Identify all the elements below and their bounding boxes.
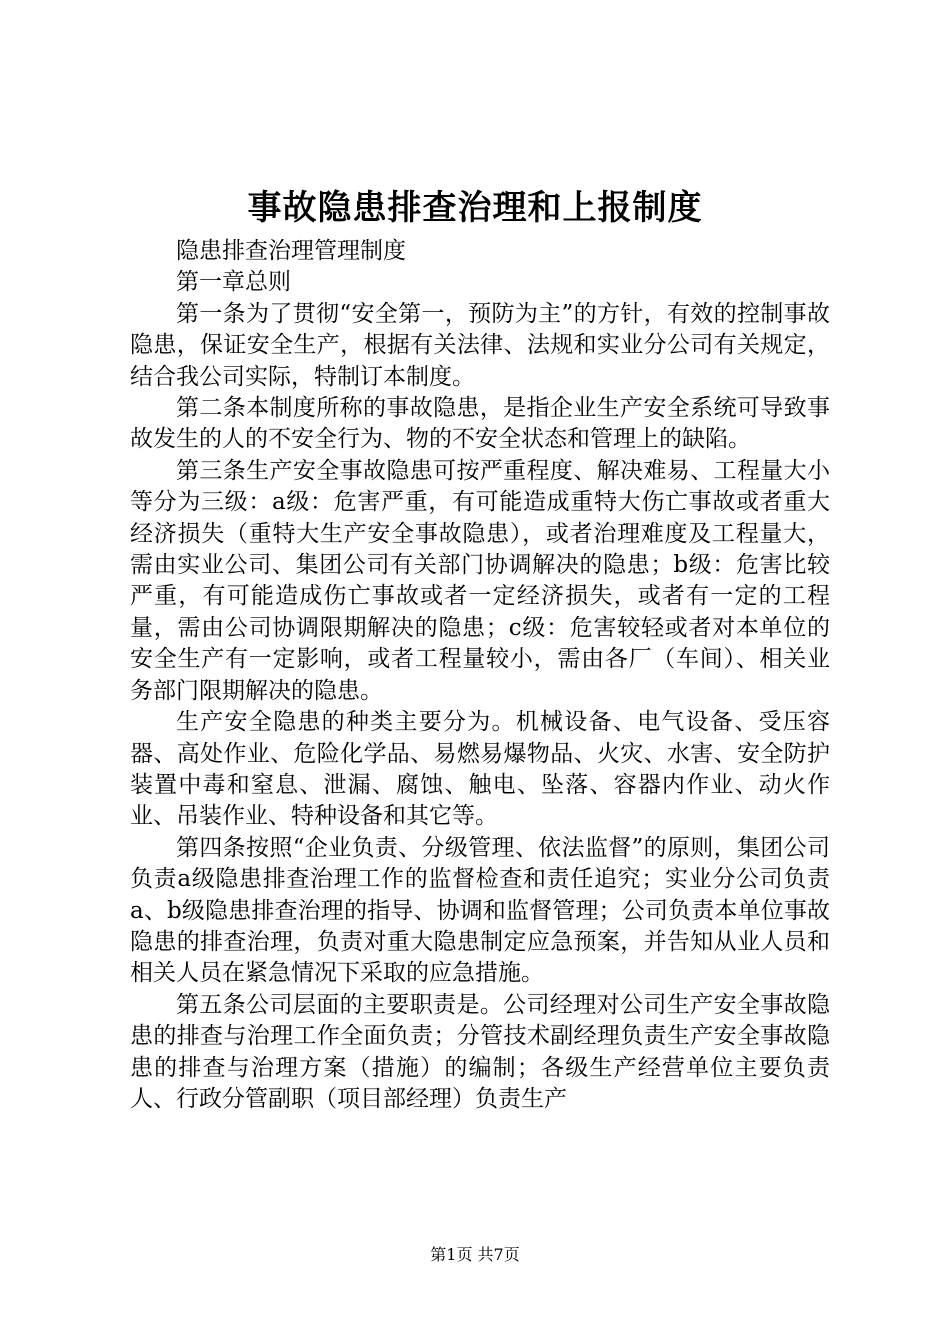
paragraph-article-5: 第五条公司层面的主要职责是。公司经理对公司生产安全事故隐患的排查与治理工作全面负责；分管技术副经理负责生产安全事故隐患的排查与治理方案（措施）的编制；各级生产经营单位主要负责人、行政分管副职（项目部经理）负责生产 (130, 991, 830, 1112)
document-body (130, 236, 830, 1115)
paragraph-article-4: 第四条按照“企业负责、分级管理、依法监督”的原则，集团公司负责a级隐患排查治理工作的监督检查和责任追究；实业分公司负责a、b级隐患排查治理的指导、协调和监督管理；公司负责本单位事故隐患的排查治理，负责对重大隐患制定应急预案，并告知从业人员和相关人员在紧急情况下采取的应急措施。 (130, 834, 830, 987)
paragraph-article-2: 第二条本制度所称的事故隐患，是指企业生产安全系统可导致事故发生的人的不安全行为、物的不安全状态和管理上的缺陷。 (130, 395, 830, 453)
paragraph-article-1: 第一条为了贯彻“安全第一，预防为主”的方针，有效的控制事故隐患，保证安全生产，根据有关法律、法规和实业分公司有关规定，结合我公司实际，特制订本制度。 (130, 300, 830, 390)
paragraph-article-3: 第三条生产安全事故隐患可按严重程度、解决难易、工程量大小等分为三级：a级：危害严重，有可能造成重特大伤亡事故或者重大经济损失（重特大生产安全事故隐患），或者治理难度及工程量大，需由实业公司、集团公司有关部门协调解决的隐患；b级：危害比较严重，有可能造成伤亡事故或者一定经济损失，或者有一定的工程量，需由公司协调限期解决的隐患；c级：危害较轻或者对本单位的安全生产有一定影响，或者工程量较小，需由各厂（车间）、相关业务部门限期解决的隐患。 (130, 457, 830, 704)
page-footer: 第1页 共7页 (430, 1245, 520, 1264)
paragraph-subtitle: 隐患排查治理管理制度 (176, 238, 406, 264)
document-title: 事故隐患排查治理和上报制度 (247, 188, 703, 228)
paragraph-chapter-heading: 第一章总则 (176, 269, 291, 296)
paragraph-hazard-types: 生产安全隐患的种类主要分为。机械设备、电气设备、受压容器、高处作业、危险化学品、易燃易爆物品、火灾、水害、安全防护装置中毒和窒息、泄漏、腐蚀、触电、坠落、容器内作业、动火作业、吊装作业、特种设备和其它等。 (130, 709, 830, 830)
